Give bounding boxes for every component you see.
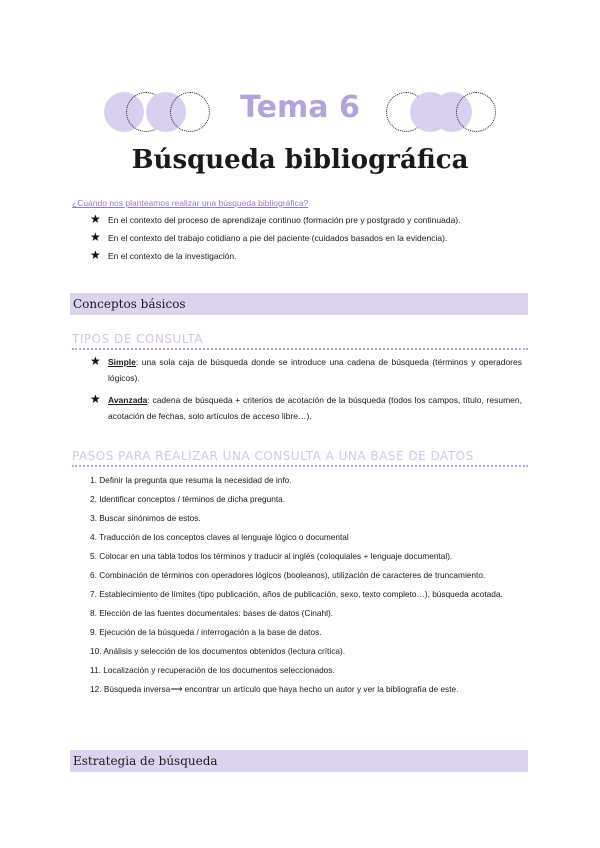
intro-question: ¿Cuándo nos planteamos realizar una búsqueda bibliográfica? [72, 198, 309, 208]
step-item: 11. Localización y recuperación de los documentos seleccionados. [90, 665, 335, 675]
list-item [90, 248, 530, 266]
section-heading-conceptos: Conceptos básicos [70, 293, 528, 315]
term-description: : una sola caja de búsqueda donde se introduce una cadena de búsqueda (términos y operadores lógicos). [108, 357, 522, 383]
step-item: 7. Establecimiento de límites (tipo publicación, años de publicación, sexo, texto completo…), búsqueda acotada. [90, 589, 503, 599]
step-item: 1. Definir la pregunta que resuma la necesidad de info. [90, 475, 292, 485]
step-item: 6. Combinación de términos con operadores lógicos (booleanos), utilización de caracteres de truncamiento. [90, 570, 486, 580]
star-icon: ★ [90, 248, 101, 262]
header [0, 88, 600, 138]
list-item-text: En el contexto del trabajo cotidiano a pie del paciente (cuidados basados en la evidencia). [108, 233, 448, 243]
consulta-list [90, 354, 522, 430]
list-item [90, 392, 522, 424]
steps-list [90, 472, 510, 700]
star-icon: ★ [90, 212, 101, 226]
term-simple: Simple [108, 357, 136, 367]
step-item: 5. Colocar en una tabla todos los términos y traducir al inglés (coloquiales + lenguaje documental). [90, 551, 453, 561]
star-icon: ★ [90, 392, 101, 406]
star-icon: ★ [90, 230, 101, 244]
page-title: Búsqueda bibliográfica [131, 145, 469, 175]
intro-list [90, 212, 530, 266]
list-item [90, 354, 522, 386]
decorative-circles-right [386, 92, 506, 136]
step-item: 4. Traducción de los conceptos claves al lenguaje lógico o documental [90, 532, 349, 542]
step-item: 8. Elección de las fuentes documentales: bases de datos (Cinahl). [90, 608, 334, 618]
tema-heading: Tema 6 [240, 90, 360, 125]
list-item [90, 212, 530, 230]
subheading-pasos: PASOS PARA REALIZAR UNA CONSULTA A UNA BASE DE DATOS [72, 449, 528, 467]
step-item: 12. Búsqueda inversa⟶ encontrar un artículo que haya hecho un autor y ver la bibliografía de este. [90, 684, 459, 694]
step-item: 9. Ejecución de la búsqueda / interrogación a la base de datos. [90, 627, 322, 637]
circle-decoration [456, 92, 496, 132]
step-item: 2. Identificar conceptos / términos de dicha pregunta. [90, 494, 286, 504]
list-item [90, 230, 530, 248]
term-description: : cadena de búsqueda + criterios de acotación de la búsqueda (todos los campos, título, resumen, acotación de fechas, solo artículos de acceso libre…). [108, 395, 522, 421]
list-item-text: En el contexto de la investigación. [108, 251, 237, 261]
subheading-tipos: TIPOS DE CONSULTA [72, 332, 528, 350]
list-item-text: En el contexto del proceso de aprendizaje continuo (formación pre y postgrado y continuada). [108, 215, 461, 225]
step-item: 3. Buscar sinónimos de estos. [90, 513, 201, 523]
step-item: 10. Análisis y selección de los documentos obtenidos (lectura crítica). [90, 646, 346, 656]
term-avanzada: Avanzada [108, 395, 148, 405]
star-icon: ★ [90, 354, 101, 368]
section-heading-estrategia: Estrategia de búsqueda [70, 750, 528, 772]
